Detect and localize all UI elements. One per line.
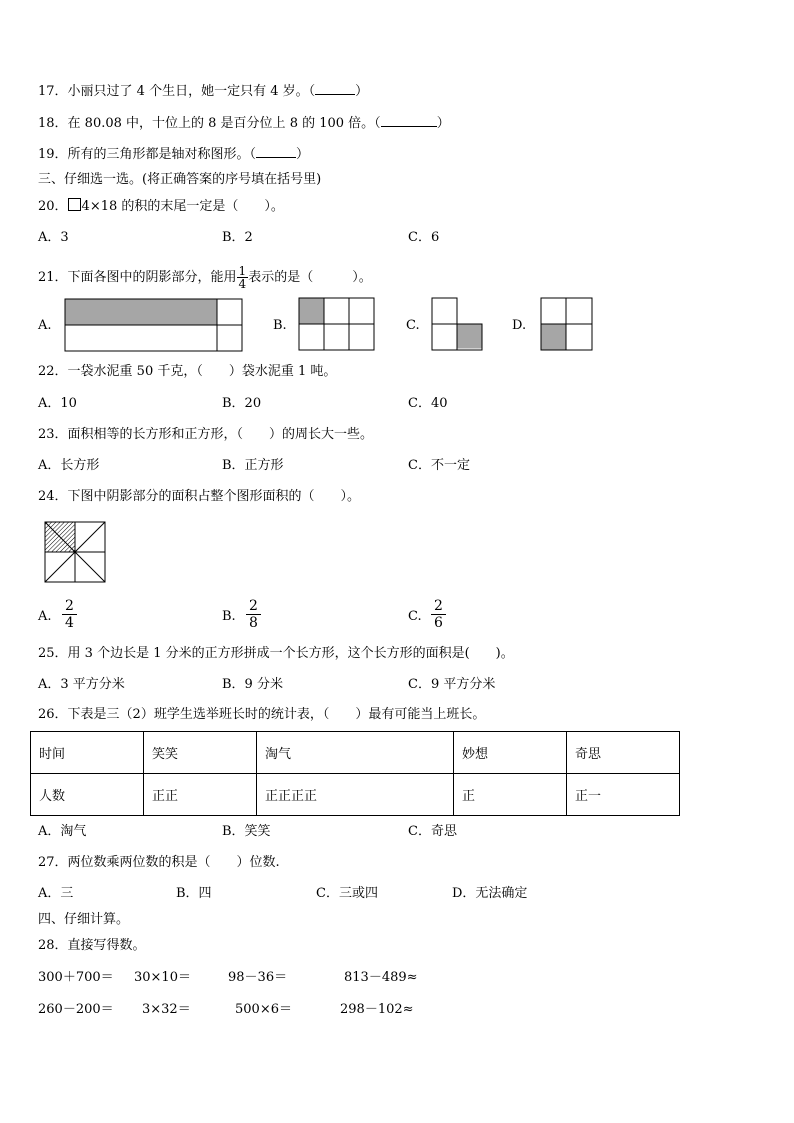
question-21 <box>38 265 372 290</box>
calc-item: 260－200＝ <box>38 1002 114 1017</box>
fraction-one-quarter: $\frac{1}{4}$ <box>238 264 247 291</box>
option-b-figure <box>298 297 376 351</box>
option-a[interactable]: A．10 <box>38 396 77 411</box>
paren-close: ） <box>355 84 369 99</box>
option-d-label[interactable]: D. <box>512 318 527 333</box>
option-c-label[interactable]: C. <box>406 318 420 333</box>
option-a-label[interactable]: A. <box>38 609 52 624</box>
blank-box-icon[interactable] <box>68 198 81 211</box>
option-b-label[interactable]: B. <box>273 318 287 333</box>
option-c-fraction: 2 6 <box>431 598 446 631</box>
answer-blank[interactable] <box>256 146 296 158</box>
table-header-cell: 时间 <box>31 732 144 774</box>
vote-tally-table <box>30 731 680 816</box>
option-a[interactable]: A．长方形 <box>38 458 100 473</box>
option-c[interactable]: C．奇思 <box>408 824 457 839</box>
table-cell: 人数 <box>31 774 144 816</box>
option-b-fraction: 2 8 <box>246 598 261 631</box>
question-21-text-end: 表示的是（ ）。 <box>248 270 372 285</box>
option-d[interactable]: D．无法确定 <box>452 886 528 901</box>
paren-close: ） <box>296 147 310 162</box>
question-number: 20． <box>38 199 68 214</box>
question-21-text: 21．下面各图中的阴影部分，能用 <box>38 270 237 285</box>
option-d-figure <box>540 297 594 351</box>
question-18 <box>38 115 450 132</box>
option-c[interactable]: C．不一定 <box>408 458 470 473</box>
question-20-text: 4×18 的积的末尾一定是（ ）。 <box>81 199 284 214</box>
option-c[interactable]: C．三或四 <box>316 886 378 901</box>
option-b[interactable]: B．笑笑 <box>222 824 271 839</box>
table-cell: 正正 <box>144 774 257 816</box>
option-a[interactable]: A．3 平方分米 <box>38 677 125 692</box>
table-header-cell: 奇思 <box>566 732 679 774</box>
question-27: 27．两位数乘两位数的积是（ ）位数. <box>38 855 280 870</box>
option-a-fraction: 2 4 <box>62 598 77 631</box>
question-17 <box>38 83 368 100</box>
table-header-cell: 妙想 <box>453 732 566 774</box>
question-25: 25．用 3 个边长是 1 分米的正方形拼成一个长方形，这个长方形的面积是( )。 <box>38 646 514 661</box>
question-22: 22．一袋水泥重 50 千克，（ ）袋水泥重 1 吨。 <box>38 364 337 379</box>
option-c[interactable]: C．6 <box>408 230 440 245</box>
question-28: 28．直接写得数。 <box>38 938 146 953</box>
option-b[interactable]: B．四 <box>176 886 212 901</box>
answer-blank[interactable] <box>381 115 437 127</box>
question-24: 24．下图中阴影部分的面积占整个图形面积的（ ）。 <box>38 489 361 504</box>
calc-item: 500×6＝ <box>235 1002 292 1017</box>
section-4-heading: 四、仔细计算。 <box>38 912 130 927</box>
table-cell: 正一 <box>566 774 679 816</box>
option-a-figure <box>64 298 244 352</box>
option-b[interactable]: B．9 分米 <box>222 677 283 692</box>
option-c[interactable]: C．40 <box>408 396 448 411</box>
table-header-cell: 淘气 <box>257 732 454 774</box>
question-19-text: 19．所有的三角形都是轴对称图形。（ <box>38 147 257 162</box>
table-cell: 正 <box>453 774 566 816</box>
table-row <box>31 774 680 816</box>
question-17-text: 17．小丽只过了 4 个生日，她一定只有 4 岁。（ <box>38 84 316 99</box>
table-row <box>31 732 680 774</box>
option-b[interactable]: B．2 <box>222 230 253 245</box>
option-a[interactable]: A．3 <box>38 230 69 245</box>
option-b-label[interactable]: B. <box>222 609 236 624</box>
calc-item: 813－489≈ <box>344 970 418 985</box>
option-b[interactable]: B．20 <box>222 396 262 411</box>
table-cell: 正正正正 <box>257 774 454 816</box>
question-18-text: 18．在 80.08 中，十位上的 8 是百分位上 8 的 100 倍。（ <box>38 116 381 131</box>
section-3-heading: 三、仔细选一选。(将正确答案的序号填在括号里) <box>38 172 322 187</box>
calc-item: 298－102≈ <box>340 1002 414 1017</box>
option-a[interactable]: A．三 <box>38 886 74 901</box>
calc-item: 30×10＝ <box>134 970 191 985</box>
option-c[interactable]: C．9 平方分米 <box>408 677 496 692</box>
calc-item: 300＋700＝ <box>38 970 114 985</box>
question-20 <box>38 198 284 215</box>
question-26: 26．下表是三（2）班学生选举班长时的统计表，（ ）最有可能当上班长。 <box>38 707 486 722</box>
table-header-cell: 笑笑 <box>144 732 257 774</box>
option-a[interactable]: A．淘气 <box>38 824 87 839</box>
option-c-label[interactable]: C. <box>408 609 422 624</box>
calc-item: 3×32＝ <box>142 1002 191 1017</box>
calc-item: 98－36＝ <box>228 970 288 985</box>
question-23: 23．面积相等的长方形和正方形，（ ）的周长大一些。 <box>38 427 374 442</box>
option-a-label[interactable]: A. <box>38 318 52 333</box>
question-19 <box>38 146 309 163</box>
paren-close: ） <box>436 116 450 131</box>
option-b[interactable]: B．正方形 <box>222 458 284 473</box>
option-c-figure <box>431 297 483 351</box>
q24-square-figure <box>44 521 108 583</box>
answer-blank[interactable] <box>315 83 355 95</box>
